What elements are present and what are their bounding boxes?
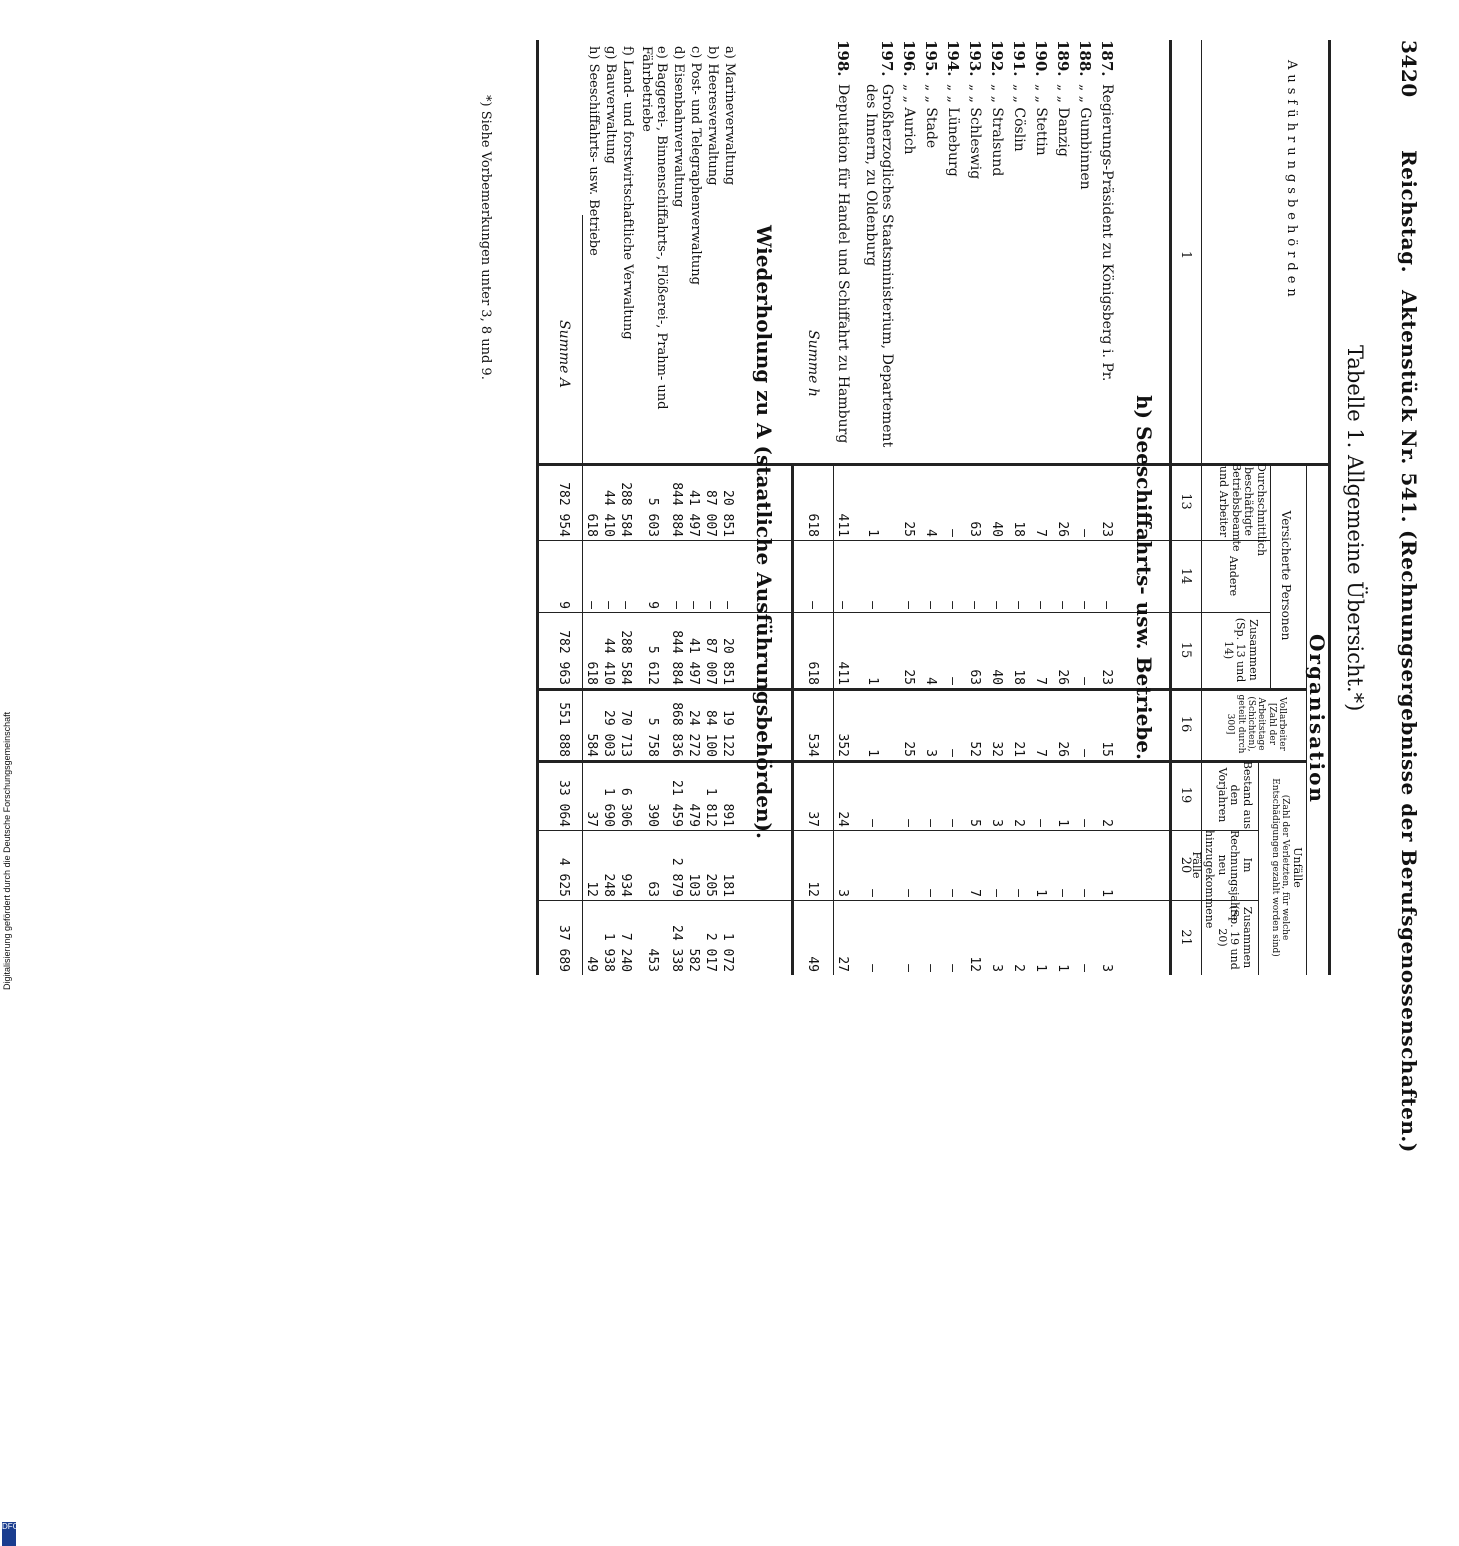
accidents-subgroup [1270,760,1303,975]
cell-c15: 5 612 [645,645,660,685]
row-number: 191. [1010,40,1028,77]
row-label: „ „ Aurich [901,84,917,155]
cell-c20: 1 [1033,889,1048,897]
cell-c21: 2 017 [703,932,718,972]
cell-c13: 4 [923,529,938,537]
row-number: 196. [900,40,918,77]
sum-c15: 782 963 [556,630,571,685]
cell-c14: — [835,601,850,609]
col21-number: 21 [1178,929,1193,946]
cell-c14: — [703,601,718,609]
col13-number: 13 [1178,493,1193,510]
cell-c20: 934 [618,873,633,897]
row-label: „ „ Lüneburg [945,84,961,177]
cell-c20: — [1055,889,1070,897]
cell-c20: — [1011,889,1026,897]
cell-c16: 19 122 [720,710,735,757]
cell-c14: — [865,601,880,609]
cell-c14: — [923,601,938,609]
row-number: 195. [922,40,940,77]
cell-c15: 63 [967,669,982,685]
cell-c21: 582 [686,948,701,972]
cell-c20: — [865,889,880,897]
cell-c15: 41 497 [686,638,701,685]
cell-c20: 1 [1099,889,1114,897]
col21-header: Zusammen (Sp. 19 und 20) [1215,905,1254,970]
cell-c15: — [945,677,960,685]
row-label: „ „ Stade [923,84,939,149]
cell-c16: 352 [835,733,850,757]
document-subject: (Rechnungsergebnisse der Berufsgenossenschaften.) [1397,530,1421,1153]
cell-c15: 26 [1055,669,1070,685]
accidents-subgroup-note: (Zahl der Verletzten, für welche Entschädigungen gezahlt worden sind) [1270,778,1291,957]
sum-label: Summe A [556,320,572,389]
col20-number: 20 [1178,856,1193,874]
cell-c19: — [1033,819,1048,827]
cell-c15: 1 [865,677,880,685]
sum-c15: 618 [805,661,820,685]
cell-c20: — [945,889,960,897]
cell-c16: — [945,749,960,757]
cell-c13: 618 [584,513,599,537]
table-bottom-rule [536,40,539,975]
cell-c21: — [865,964,880,972]
col14-header: Andere [1227,555,1240,597]
cell-c19: 37 [584,811,599,827]
row-label: „ „ Cöslin [1011,84,1027,152]
cell-c20: 205 [703,873,718,897]
cell-c16: 7 [1033,749,1048,757]
col14-number: 14 [1178,567,1193,585]
cell-c16: 25 [901,741,916,757]
cell-c19: 2 [1011,819,1026,827]
cell-c16: — [1077,749,1092,757]
cell-c15: 844 884 [669,630,684,685]
cell-c21: 453 [645,948,660,972]
cell-c20: 12 [584,881,599,897]
cell-c13: 5 603 [645,497,660,537]
row-label: h) Seeschiffahrts- usw. Betriebe [586,46,601,256]
cell-c13: 411 [835,513,850,537]
table-caption: Tabelle 1. Allgemeine Übersicht.*) [1343,345,1367,712]
insured-subgroup: Versicherte Personen [1279,510,1293,641]
cell-c20: 181 [720,873,735,897]
row-number: 197. [878,40,896,77]
row-label: „ „ Schleswig [967,84,983,180]
cell-c19: 2 [1099,819,1114,827]
cell-c13: 44 410 [601,490,616,537]
cell-c16: 3 [923,749,938,757]
cell-c14: — [1011,601,1026,609]
cell-c13: 23 [1099,521,1114,537]
cell-c14: — [601,601,616,609]
sum-c20: 12 [805,881,820,897]
col13-header: Durchschnittlich beschäftigte Betriebsbeamte und Arbeiter [1217,463,1268,557]
col20-rule [539,900,1259,901]
section-h-title: h) Seeschiffahrts- usw. Betriebe. [1132,395,1156,760]
sum-c14: — [805,601,820,609]
cell-c16: 70 713 [618,710,633,757]
row-label: g) Bauverwaltung [603,46,618,164]
header-bottom-rule [1169,40,1172,975]
sum-c21: 49 [805,956,820,972]
cell-c13: 1 [865,529,880,537]
cell-c20: 3 [835,889,850,897]
journal-name: Reichstag. [1397,150,1421,274]
cell-c20: 248 [601,873,616,897]
cell-c13: 18 [1011,521,1026,537]
cell-c21: 12 [967,956,982,972]
cell-c13: — [945,529,960,537]
cell-c15: 288 584 [618,630,633,685]
cell-c19: 390 [645,803,660,827]
cell-c14: — [618,601,633,609]
row-label: Großherzogliches Staatsministerium, Departement des Innern, zu Oldenburg [862,84,895,448]
cell-c19: — [1077,819,1092,827]
sum-c19: 33 064 [556,780,571,827]
cell-c15: 411 [835,661,850,685]
stub-column-rule [539,463,1331,466]
dfg-logo: DFG [2,1522,16,1546]
cell-c19: 5 [967,819,982,827]
sum-c16: 534 [805,733,820,757]
cell-c14: — [967,601,982,609]
cell-c19: 21 459 [669,780,684,827]
cell-c21: 1 938 [601,932,616,972]
cell-c14: — [584,601,599,609]
row-number: 189. [1054,40,1072,77]
cell-c13: 25 [901,521,916,537]
col16-header: Vollarbeiter [Zahl der Arbeitstage (Schichten), geteilt durch 300] [1225,694,1287,754]
digitization-note: Digitalisierung gefördert durch die Deutsche Forschungsgemeinschaft [2,711,12,990]
col14-rule [539,612,1271,613]
stub-column-number: 1 [1178,250,1193,260]
row-number: 192. [988,40,1006,77]
cell-c16: 15 [1099,741,1114,757]
row-label: „ „ Stralsund [989,84,1005,177]
cell-c14: — [720,601,735,609]
cell-c13: 41 497 [686,490,701,537]
row-number: 187. [1098,40,1116,77]
row-label: Deputation für Handel und Schiffahrt zu Hamburg [835,84,851,444]
cell-c16: 1 [865,749,880,757]
cell-c16: 32 [989,741,1004,757]
cell-c16: 29 003 [601,710,616,757]
cell-c13: 63 [967,521,982,537]
cell-c14: — [1099,601,1114,609]
cell-c14: 9 [645,601,660,609]
cell-c21: 1 072 [720,932,735,972]
cell-c19: 1 812 [703,787,718,827]
row-number: 198. [834,40,852,77]
section-h-sum-rule [833,463,834,975]
cell-c21: 7 240 [618,932,633,972]
row-label: f) Land- und forstwirtschaftliche Verwaltung [620,46,635,340]
cell-c15: 20 851 [720,638,735,685]
col19-number: 19 [1178,786,1193,804]
cell-c15: — [1077,677,1092,685]
cell-c15: 618 [584,661,599,685]
accidents-subgroup-title: Unfälle [1291,847,1304,888]
row-number: 193. [966,40,984,77]
cell-c15: 23 [1099,669,1114,685]
sum-c16: 551 888 [556,702,571,757]
cell-c14: — [945,601,960,609]
cell-c21: 3 [1099,964,1114,972]
row-label: „ „ Stettin [1033,84,1049,156]
cell-c16: 584 [584,733,599,757]
cell-c13: 87 007 [703,490,718,537]
row-label: Regierungs-Präsident zu Königsberg i. Pr. [1099,84,1115,382]
sum-label: Summe h [805,330,821,397]
col16-number: 16 [1178,715,1193,733]
cell-c20: — [923,889,938,897]
cell-c21: — [901,964,916,972]
cell-c14: — [901,601,916,609]
cell-c15: 44 410 [601,638,616,685]
document-number: Aktenstück Nr. 541. [1397,290,1421,524]
cell-c21: — [945,964,960,972]
page-number: 3420 [1397,40,1421,98]
cell-c13: 20 851 [720,490,735,537]
row-number: 188. [1076,40,1094,77]
cell-c13: 7 [1033,529,1048,537]
cell-c21: — [923,964,938,972]
cell-c19: 6 306 [618,787,633,827]
insured-subgroup-rule [1270,463,1271,688]
cell-c21: 1 [1055,964,1070,972]
cell-c14: — [1055,601,1070,609]
cell-c19: 479 [686,803,701,827]
footnote: *) Siehe Vorbemerkungen unter 3, 8 und 9. [478,95,493,380]
col15-header: Zusammen (Sp. 13 und 14) [1221,617,1260,683]
cell-c16: 52 [967,741,982,757]
cell-c15: 40 [989,669,1004,685]
cell-c21: — [1077,964,1092,972]
cell-c16: 26 [1055,741,1070,757]
cell-c13: 844 884 [669,482,684,537]
cell-c16: 84 100 [703,710,718,757]
cell-c19: — [865,819,880,827]
cell-c20: — [901,889,916,897]
cell-c15: 18 [1011,669,1026,685]
accidents-subgroup-rule [1258,760,1259,975]
cell-c20: 103 [686,873,701,897]
cell-c21: 1 [1033,964,1048,972]
cell-c21: 27 [835,956,850,972]
row-label: b) Heeresverwaltung [705,46,720,186]
cell-c20: 7 [967,889,982,897]
cell-c14: — [1077,601,1092,609]
col15-number: 15 [1178,641,1193,659]
stub-header: Ausführungsbehörden [1284,60,1299,302]
sum-c20: 4 625 [556,857,571,897]
cell-c16: 24 272 [686,710,701,757]
sum-c13: 782 954 [556,482,571,537]
row-label: „ „ Gumbinnen [1077,84,1093,190]
cell-c21: 24 338 [669,925,684,972]
cell-c15: 4 [923,677,938,685]
section-h-end-rule [791,463,794,975]
section-a-title: Wiederholung zu A (staatliche Ausführungsbehörden). [752,225,776,839]
cell-c16: 868 836 [669,702,684,757]
cell-c19: 3 [989,819,1004,827]
cell-c20: 63 [645,881,660,897]
cell-c15: 25 [901,669,916,685]
cell-c19: 1 690 [601,787,616,827]
cell-c14: — [669,601,684,609]
cell-c19: 1 [1055,819,1070,827]
row-label: a) Marineverwaltung [722,46,737,186]
cell-c14: — [989,601,1004,609]
cell-c14: — [686,601,701,609]
cell-c19: — [923,819,938,827]
row-number: 190. [1032,40,1050,77]
cell-c21: 2 [1011,964,1026,972]
cell-c13: 40 [989,521,1004,537]
cell-c19: 24 [835,811,850,827]
sum-c14: 9 [556,601,571,609]
digitization-sidebar [0,560,19,1531]
cell-c14: — [1033,601,1048,609]
cell-c21: 3 [989,964,1004,972]
cell-c15: 87 007 [703,638,718,685]
sum-c13: 618 [805,513,820,537]
row-label: „ „ Danzig [1055,84,1071,157]
cell-c19: 891 [720,803,735,827]
row-label: d) Eisenbahnverwaltung [671,46,686,208]
cell-c21: 49 [584,956,599,972]
cell-c15: 7 [1033,677,1048,685]
row-number: 194. [944,40,962,77]
section-a-sum-rule [582,215,583,975]
cell-c13: 26 [1055,521,1070,537]
sum-c19: 37 [805,811,820,827]
cell-c19: — [945,819,960,827]
cell-c19: — [901,819,916,827]
row-label: e) Baggerei-, Binnenschiffahrts-, Flößerei-, Prahm- und Fährbetriebe [639,46,669,410]
row-label: c) Post- und Telegraphenverwaltung [688,46,703,285]
col19-header: Bestand aus den Vorjahren [1215,760,1254,830]
sum-c21: 37 689 [556,925,571,972]
cell-c20: — [989,889,1004,897]
cell-c20: — [1077,889,1092,897]
cell-c13: 288 584 [618,482,633,537]
col20-header: Im Rechnungsjahre neu hinzugekommene Fälle [1190,830,1254,929]
group-title: Organisation [1305,634,1329,804]
cell-c20: 2 879 [669,857,684,897]
cell-c13: — [1077,529,1092,537]
cell-c16: 5 758 [645,717,660,757]
cell-c16: 21 [1011,741,1026,757]
